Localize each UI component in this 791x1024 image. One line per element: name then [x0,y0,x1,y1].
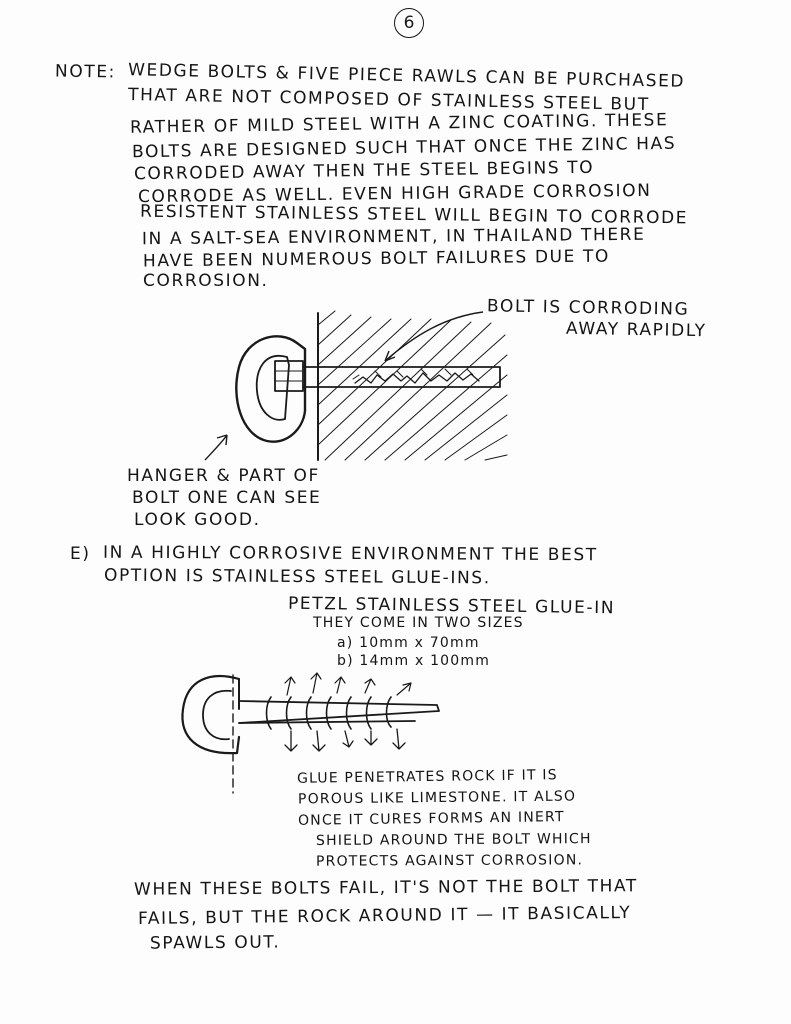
closing-line: SPAWLS OUT. [149,932,281,954]
glue-callout-line: GLUE PENETRATES ROCK IF IT IS [296,767,558,787]
closing-line: WHEN THESE BOLTS FAIL, IT'S NOT THE BOLT THAT [133,876,638,900]
glue-callout-line: POROUS LIKE LIMESTONE. IT ALSO [297,788,577,808]
size-option: a) 10mm x 70mm [337,635,480,651]
glue-callout-line: PROTECTS AGAINST CORROSION. [315,852,584,870]
closing-line: FAILS, BUT THE ROCK AROUND IT — IT BASICALLY [137,902,632,930]
page-number [394,8,424,38]
hanger-callout-line: BOLT ONE CAN SEE [132,488,322,508]
hanger-callout-line: HANGER & PART OF [127,466,320,486]
corroding-bolt-sketch [225,295,525,475]
note-line: CORROSION. [143,271,269,291]
product-name: PETZL STAINLESS STEEL GLUE-IN [287,593,616,619]
note-line: RESISTENT STAINLESS STEEL WILL BEGIN TO CORRODE [139,201,689,229]
section-e-line: IN A HIGHLY CORROSIVE ENVIRONMENT THE BEST [102,542,598,566]
section-e-marker: E) [70,544,91,564]
size-option: b) 14mm x 100mm [337,653,491,669]
note-line: IN A SALT-SEA ENVIRONMENT, IN THAILAND THERE [141,224,646,250]
page-number-text: 6 [403,13,415,33]
note-line: BOLTS ARE DESIGNED SUCH THAT ONCE THE ZINC HAS [131,133,677,163]
note-line: CORRODED AWAY THEN THE STEEL BEGINS TO [133,157,595,185]
glue-callout-line: SHIELD AROUND THE BOLT WHICH [315,831,592,849]
note-line: HAVE BEEN NUMEROUS BOLT FAILURES DUE TO [142,246,611,272]
bolt-callout-line: BOLT IS CORRODING [486,296,690,320]
hanger-callout-line: LOOK GOOD. [134,510,261,530]
sizes-intro: THEY COME IN TWO SIZES [313,615,524,631]
note-label: NOTE: [54,61,117,83]
note-line: THAT ARE NOT COMPOSED OF STAINLESS STEEL BUT [127,84,650,116]
section-e-line: OPTION IS STAINLESS STEEL GLUE-INS. [103,565,491,589]
note-line: CORRODE AS WELL. EVEN HIGH GRADE CORROSION [137,180,652,208]
glue-callout-line: ONCE IT CURES FORMS AN INERT [297,809,565,829]
note-line: WEDGE BOLTS & FIVE PIECE RAWLS CAN BE PURCHASED [127,60,686,92]
note-line: RATHER OF MILD STEEL WITH A ZINC COATING. THESE [129,110,669,138]
bolt-callout-line: AWAY RAPIDLY [565,318,707,342]
